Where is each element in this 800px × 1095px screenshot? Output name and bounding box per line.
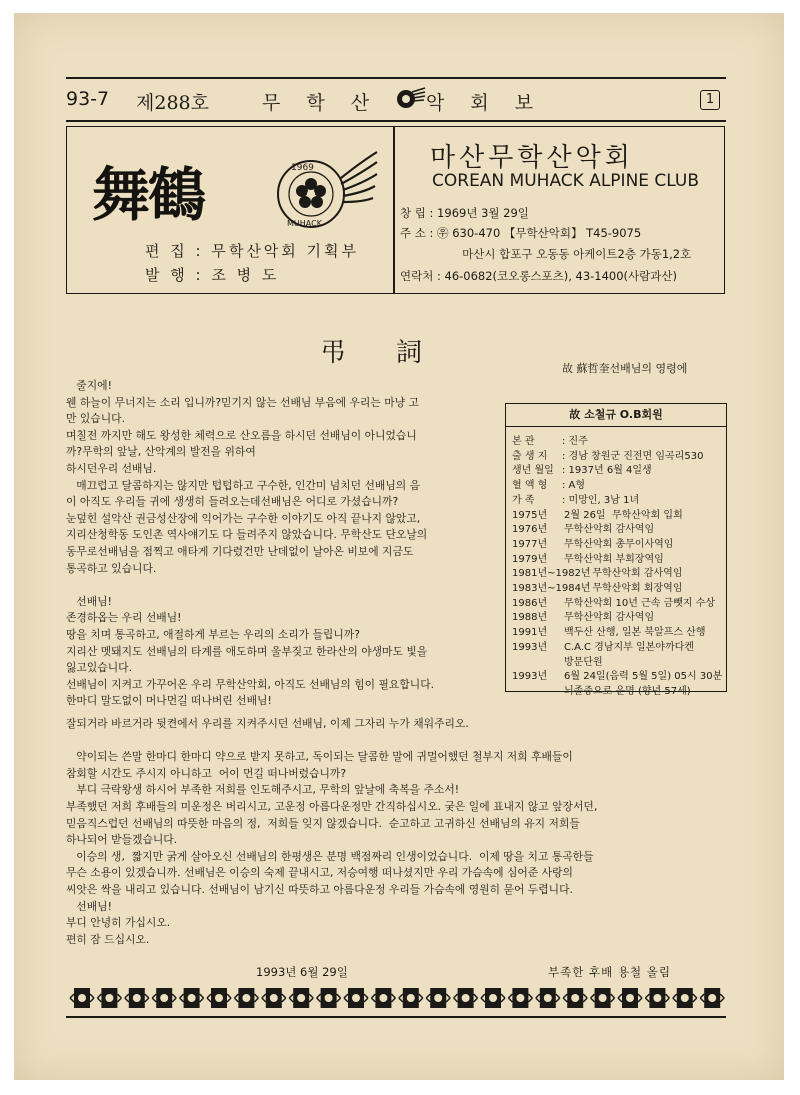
ornament-motif	[508, 988, 532, 1008]
profile-history-text: 6월 24일(음력 5월 5일) 05시 30분	[564, 671, 723, 683]
ornament-motif	[563, 988, 587, 1008]
article-dedication: 故 蘇哲奎선배님의 영령에	[562, 362, 688, 375]
profile-history-year: 1988년	[512, 612, 548, 624]
profile-history-year: 1975년	[512, 509, 548, 521]
article-line: 선배님!	[66, 594, 112, 608]
profile-field	[512, 461, 652, 476]
ornament-motif	[591, 988, 615, 1008]
club-founded: 창 립 : 1969년 3월 29일	[400, 206, 529, 220]
profile-history-year: 1993년	[512, 641, 548, 653]
article-line: 만 있습니다.	[66, 412, 126, 426]
article-line: 매끄럽고 달콤하지는 않지만 텁텁하고 구수한, 인간미 넘치던 선배님의 음	[66, 478, 421, 492]
article-line: 하시던우리 선배님.	[66, 462, 157, 475]
article-line: 선배님!	[66, 899, 112, 913]
publisher-line: 발 행 : 조 병 도	[145, 266, 280, 284]
profile-history-text: 무학산악회 10년 근속 금뺏지 수상	[564, 597, 716, 609]
masthead-rule	[66, 120, 726, 122]
ornamental-border	[68, 982, 728, 1014]
profile-history-row	[512, 520, 654, 535]
profile-history-row	[512, 682, 691, 697]
profile-field-value: : 1937년 6월 4일생	[562, 465, 652, 477]
ornament-motif	[125, 988, 149, 1008]
profile-field	[512, 432, 588, 447]
article-line: 잃고있습니다.	[66, 661, 133, 675]
profile-history-text: 무학산악회 감사역임	[564, 524, 655, 536]
profile-field-key: 혈 액 형	[512, 480, 548, 492]
masthead	[66, 88, 726, 124]
article-line: 부족했던 저희 후배들의 미운정은 버리시고, 고운정 아름다운정만 간직하십시오. 궂은 일에 표내지 않고 앞장서던,	[66, 800, 598, 813]
ornament-motif	[262, 988, 286, 1008]
profile-field-value: : 미망인, 3남 1녀	[562, 494, 640, 506]
article-line: 한마디 말도없이 머나먼길 떠나버린 선배님!	[66, 694, 272, 708]
ornament-motif	[481, 988, 505, 1008]
ornament-motif	[673, 988, 697, 1008]
ornament-motif	[180, 988, 204, 1008]
editor-line: 편 집 : 무학산악회 기획부	[145, 242, 360, 260]
bottom-rule	[66, 1016, 726, 1018]
newsletter-title-part2: 악 회 보	[426, 92, 544, 114]
profile-history-text: 무학산악회 감사역임	[586, 568, 683, 580]
profile-field-value: : 진주	[562, 436, 588, 447]
article-date: 1993년 6월 29일	[256, 965, 348, 979]
article-line: 편히 잠 드십시오.	[66, 932, 150, 946]
profile-history-row	[512, 667, 722, 682]
top-rule	[66, 77, 726, 79]
profile-history-year: 1977년	[512, 538, 548, 550]
profile-field	[512, 491, 639, 506]
profile-title: 故 소철규 O.B회원	[506, 404, 726, 427]
ornament-motif	[317, 988, 341, 1008]
profile-history-text: 무학산악회 부회장역임	[564, 553, 664, 565]
profile-field-key: 출 생 지	[512, 450, 548, 462]
profile-history-row	[512, 579, 682, 594]
profile-history-text: C.A.C 경남지부 일본야까다켄	[564, 641, 694, 653]
profile-field-key: 생년 월일	[512, 465, 554, 477]
article-line: 선배님이 지켜고 가꾸어온 우리 무학산악회, 아직도 선배님의 힘이 필요합니다.	[66, 677, 435, 691]
article-line: 지리산청학동 도인촌 역사얘기도 다 들려주지 않았습니다. 무학산도 단오날의	[66, 528, 428, 542]
profile-history-year: 1979년	[512, 553, 548, 565]
profile-history-year: 1986년	[512, 597, 548, 609]
profile-history-year: 1981년~1982년	[512, 568, 591, 580]
article-line: 하나되어 받들겠습니다.	[66, 833, 178, 847]
club-emblem-small-icon	[386, 86, 426, 117]
profile-history-row	[512, 653, 603, 668]
profile-history-year: 1983년~1984년	[512, 583, 591, 594]
profile-field-key: 가 족	[512, 494, 535, 506]
article-heading: 弔詞	[320, 338, 473, 368]
ornament-motif	[371, 988, 395, 1008]
header-divider	[393, 126, 395, 294]
article-line: 믿음직스럽던 선배님의 따뜻한 마음의 정, 저희들 잊지 않겠습니다. 순고하고 고귀하신 선배님의 유지 저희들	[66, 816, 580, 830]
article-line: 눈덮힌 설악산 권금성산장에 익어가는 구수한 이야기도 아직 끝나지 않았고,	[66, 511, 421, 525]
profile-history-row	[512, 564, 682, 579]
profile-field-value: : A형	[562, 480, 586, 492]
article-line: 며칠전 까지만 해도 왕성한 체력으로 산오름을 하시던 선배님이 아니었습니	[66, 428, 417, 442]
ornament-motif	[618, 988, 642, 1008]
club-emblem-icon	[273, 148, 378, 238]
profile-field-key: 본 관	[512, 436, 535, 447]
article-line: 까?무학의 앞날, 산악계의 발전을 위하여	[66, 445, 256, 459]
club-name-korean: 마산무학산악회	[430, 143, 634, 173]
article-signature: 부족한 후배 용철 올림	[548, 965, 671, 979]
profile-history-year: 1993년	[512, 671, 548, 683]
profile-history-text: 백두산 산행, 일본 북알프스 산행	[564, 627, 706, 639]
ornament-motif	[289, 988, 313, 1008]
profile-field	[512, 447, 703, 462]
ornament-motif	[97, 988, 121, 1008]
club-name-english: COREAN MUHACK ALPINE CLUB	[432, 171, 700, 191]
article-line: 통곡하고 있습니다.	[66, 561, 157, 575]
ornament-motif	[399, 988, 423, 1008]
article-line: 부디 극락왕생 하시어 부족한 저희를 인도해주시고, 무학의 앞날에 축복을 주소서!	[66, 783, 460, 797]
article-line: 지리산 멧돼지도 선배님의 타계를 애도하며 울부짖고 한라산의 야생마도 빛을	[66, 644, 428, 658]
ornament-motif	[454, 988, 478, 1008]
article-line: 이 아직도 우리들 귀에 생생히 들려오는데선배님은 어디로 가셨습니까?	[66, 495, 399, 509]
article-line: 동무로선배님을 점찍고 애타게 기다렸건만 난데없이 날아온 비보에 지금도	[66, 545, 414, 558]
profile-history-text: 무학산악회 회장역임	[586, 583, 683, 594]
profile-history-text: 방문단원	[564, 656, 603, 668]
ornament-motif	[536, 988, 560, 1008]
ornament-motif	[234, 988, 258, 1008]
profile-history-row	[512, 594, 715, 609]
article-line: 웬 하늘이 무너지는 소리 입니까?믿기지 않는 선배님 부음에 우리는 마냥 고	[66, 395, 419, 409]
article-line: 땅을 치며 통곡하고, 애절하게 부르는 우리의 소리가 들립니까?	[66, 628, 360, 641]
club-address-detail: 마산시 합포구 오동동 아케이트2층 가동1,2호	[400, 247, 692, 261]
ornament-motif	[700, 988, 724, 1008]
ornament-motif	[426, 988, 450, 1008]
article-line: 참회할 시간도 주시지 아니하고 어이 먼길 떠나버렸습니까?	[66, 766, 347, 780]
article-line: 무슨 소용이 있겠습니까. 선배님은 이승의 숙제 끝내시고, 저승여행 떠나셨지만 우리 가슴속에 심어준 사랑의	[66, 866, 573, 880]
newsletter-title-part1: 무 학 산	[262, 92, 380, 114]
profile-history-row	[512, 506, 683, 521]
page-number-badge: 1	[700, 90, 720, 110]
article-line: 약이되는 쓴말 한마디 한마디 약으로 받지 못하고, 독이되는 달콤한 말에 귀멀어했던 철부지 저희 후배들이	[66, 750, 573, 764]
profile-history-text: 무학산악회 감사역임	[564, 612, 655, 624]
issue-count: 제288호	[136, 92, 209, 114]
emblem-year: 1969	[291, 163, 314, 173]
profile-field	[512, 476, 585, 491]
emblem-caption: MUHACK	[287, 219, 322, 228]
ornament-motif	[70, 988, 94, 1008]
ornament-motif	[152, 988, 176, 1008]
club-address: 주 소 : ㉾ 630-470 【무학산악회】 T45-9075	[400, 226, 642, 240]
article-line: 존경하옵는 우리 선배님!	[66, 611, 182, 625]
profile-history-row	[512, 535, 673, 550]
calligraphy-logo: 舞鶴	[92, 161, 205, 229]
profile-history-text: 무학산악회 총무이사역임	[564, 538, 674, 550]
article-line: 씨앗은 싹을 내리고 있습니다. 선배님이 남기신 따뜻하고 아름다운정 우리들 가슴속에 영원히 묻어 두렵니다.	[66, 883, 573, 896]
ornament-motif	[207, 988, 231, 1008]
issue-number: 93-7	[66, 88, 110, 110]
article-line: 부디 안녕히 가십시오.	[66, 916, 171, 930]
article-line: 줄지에!	[66, 379, 112, 392]
profile-history-row	[512, 608, 654, 623]
club-contact: 연락처 : 46-0682(코오롱스포츠), 43-1400(사람과산)	[400, 269, 677, 283]
article-line: 잘되거라 바르거라 뒷켠에서 우리를 지켜주시던 선배님, 이제 그자리 누가 채워주리오.	[66, 717, 469, 730]
profile-history-year: 1976년	[512, 524, 548, 536]
profile-history-row	[512, 550, 664, 565]
profile-history-row	[512, 623, 705, 638]
ornament-motif	[344, 988, 368, 1008]
profile-history-text: 뇌졸중으로 운명 (향년 57세)	[564, 685, 691, 697]
profile-history-row	[512, 638, 694, 653]
profile-history-text: 2월 26일 무학산악회 입회	[564, 509, 683, 521]
profile-history-year: 1991년	[512, 627, 548, 639]
profile-field-value: : 경남 창원군 진전면 임곡리530	[562, 450, 704, 462]
article-line: 이승의 생, 짧지만 굵게 살아오신 선배님의 한평생은 분명 백점짜리 인생이었습니다. 이제 땅을 치고 통곡한들	[66, 849, 594, 863]
ornament-motif	[645, 988, 669, 1008]
profile-box	[505, 403, 727, 697]
